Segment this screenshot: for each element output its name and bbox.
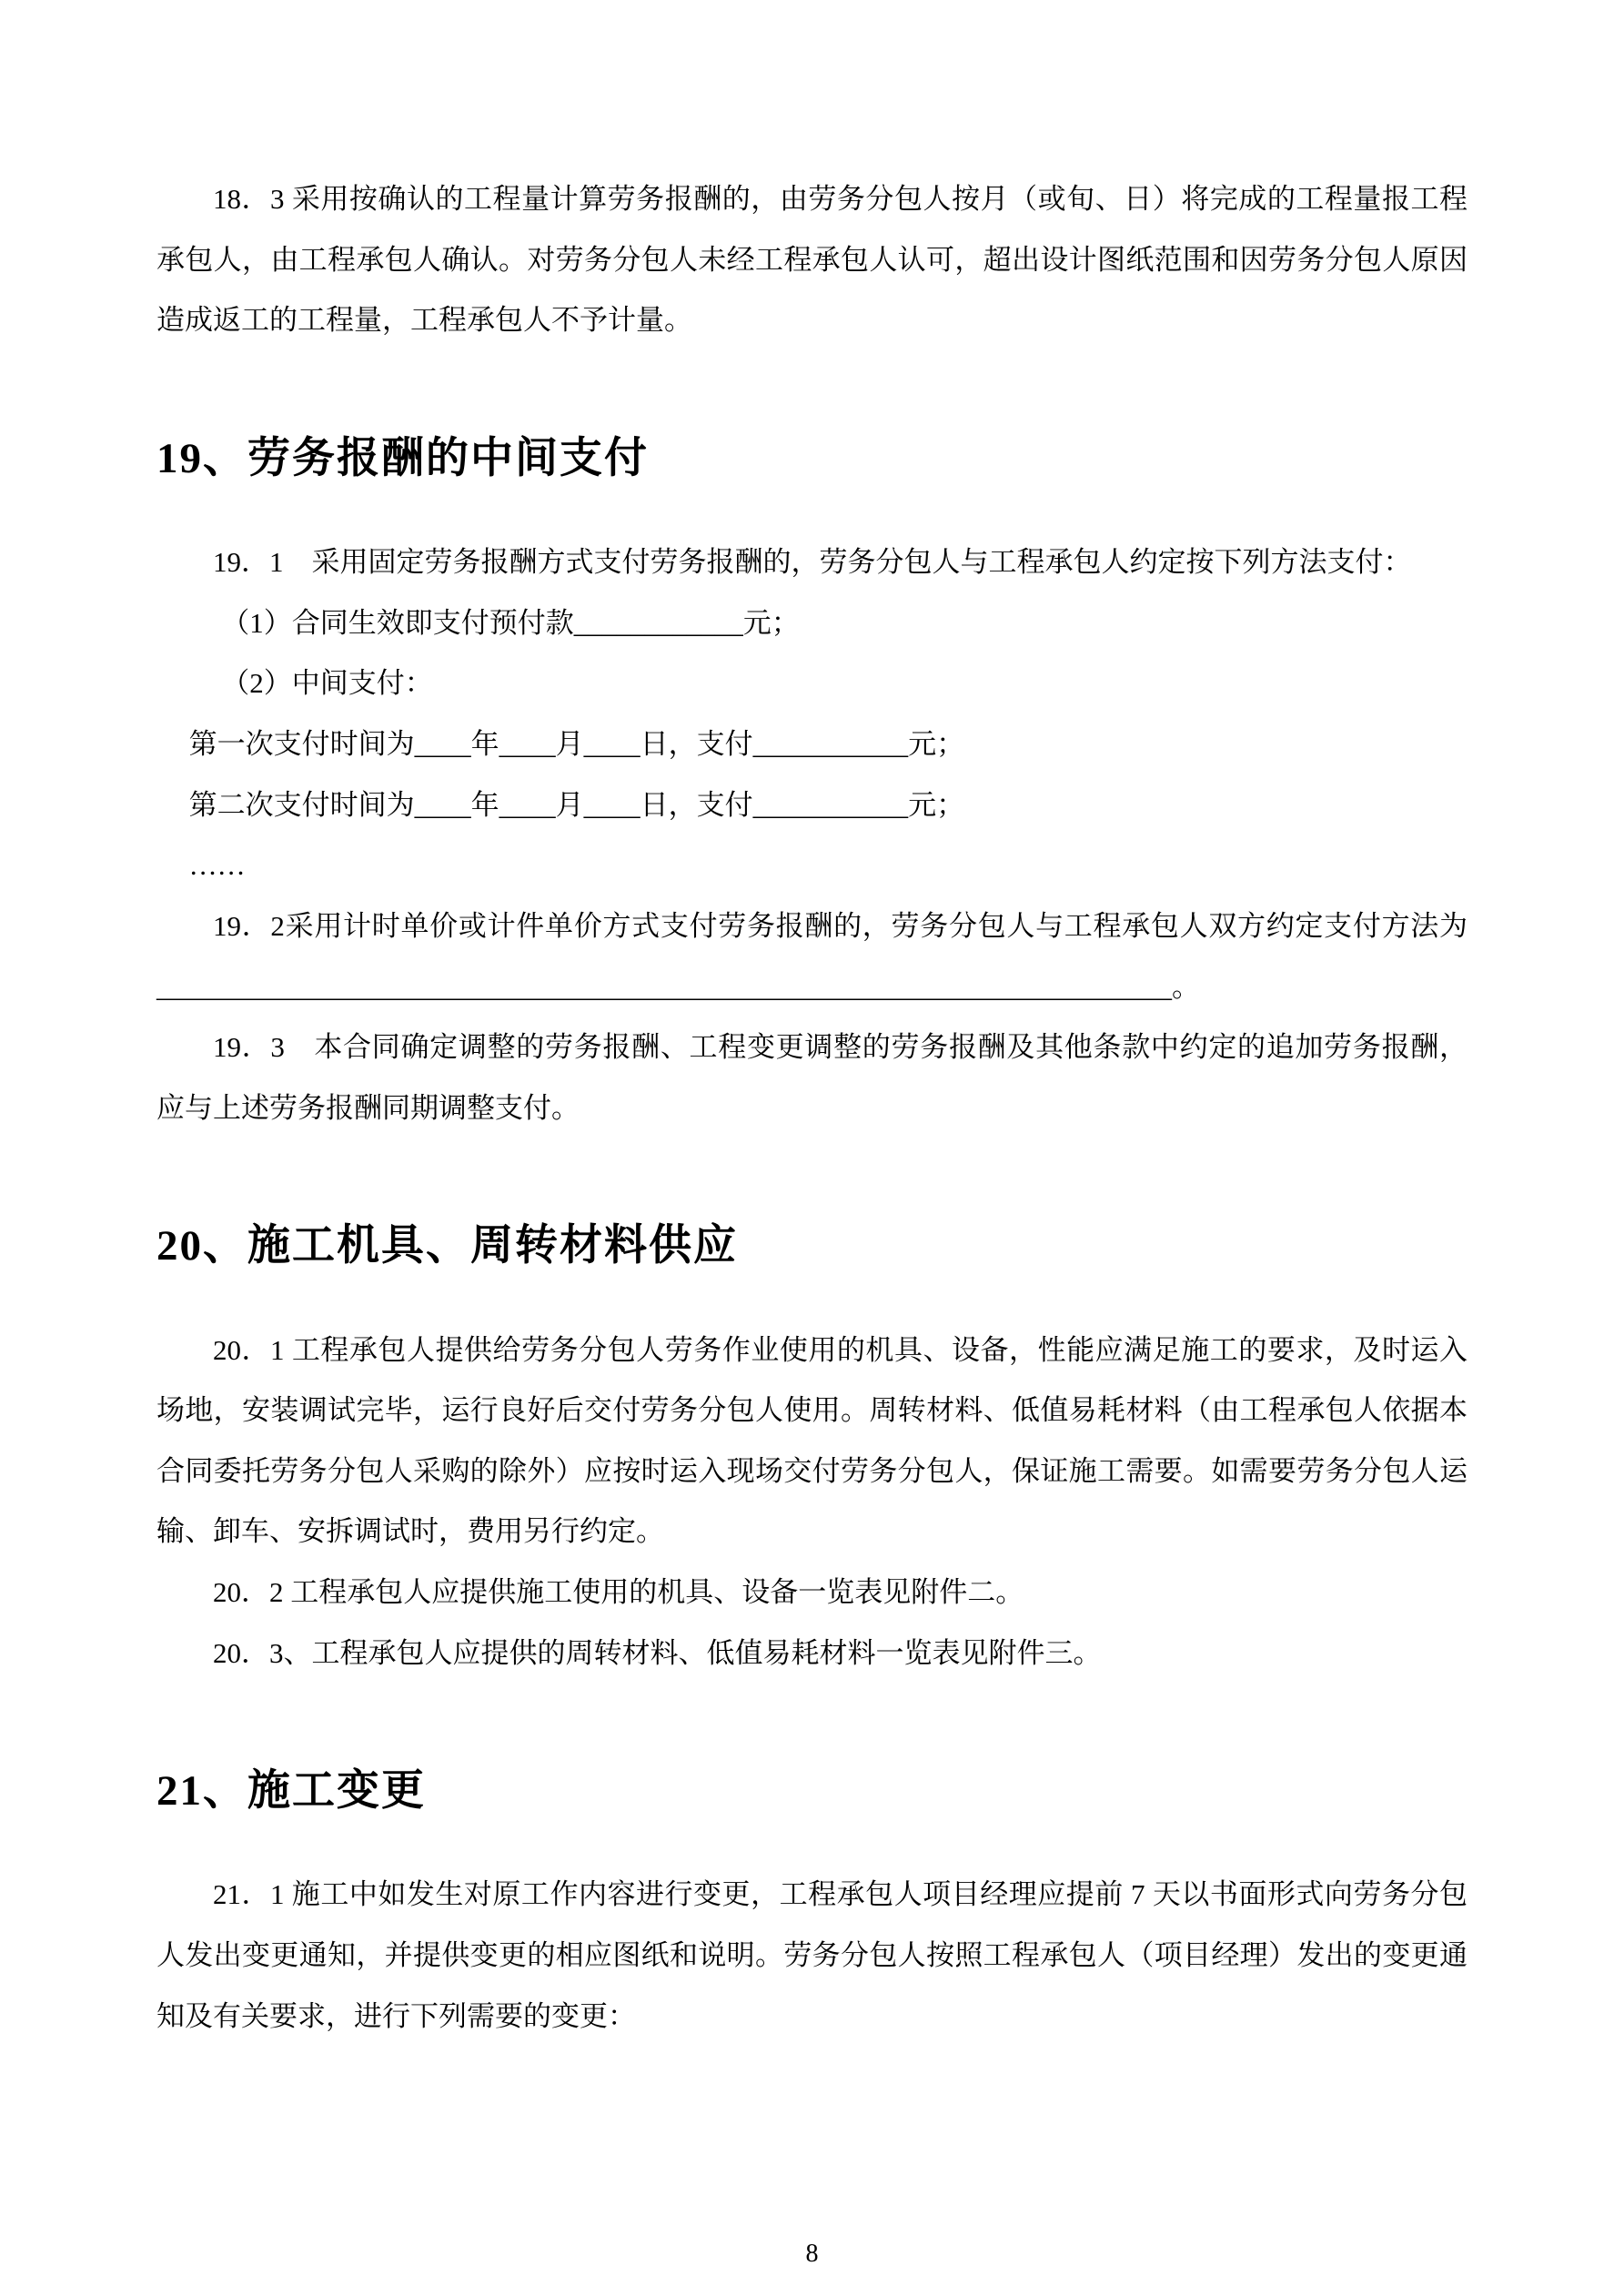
clause-19-2: 19．2采用计时单价或计件单价方式支付劳务报酬的，劳务分包人与工程承包人双方约定支付方法为________________________________________________________________________。 <box>156 909 1468 1003</box>
clause-19-1-item-2: （2）中间支付： <box>221 667 433 700</box>
heading-21: 21、施工变更 <box>156 1767 426 1816</box>
clause-20-3: 20．3、工程承包人应提供的周转材料、低值易耗材料一览表见附件三。 <box>213 1636 1102 1669</box>
ellipsis-line: …… <box>188 849 246 882</box>
clause-19-1: 19．1 采用固定劳务报酬方式支付劳务报酬的，劳务分包人与工程承包人约定按下列方法支付： <box>213 546 1412 579</box>
clause-18-3: 18．3 采用按确认的工程量计算劳务报酬的，由劳务分包人按月（或旬、日）将完成的工程量报工程承包人，由工程承包人确认。对劳务分包人未经工程承包人认可，超出设计图纸范围和因劳务分包人原因造成返工的工程量，工程承包人不予计量。 <box>156 183 1468 337</box>
clause-21-1: 21．1 施工中如发生对原工作内容进行变更，工程承包人项目经理应提前 7 天以书面形式向劳务分包人发出变更通知，并提供变更的相应图纸和说明。劳务分包人按照工程承包人（项目经理）发出的变更通知及有关要求，进行下列需要的变更： <box>156 1878 1468 2032</box>
heading-20: 20、施工机具、周转材料供应 <box>156 1222 738 1270</box>
clause-20-1: 20．1 工程承包人提供给劳务分包人劳务作业使用的机具、设备，性能应满足施工的要求，及时运入场地，安装调试完毕，运行良好后交付劳务分包人使用。周转材料、低值易耗材料（由工程承包人依据本合同委托劳务分包人采购的除外）应按时运入现场交付劳务分包人，保证施工需要。如需要劳务分包人运输、卸车、安拆调试时，费用另行约定。 <box>156 1333 1468 1548</box>
heading-19: 19、劳务报酬的中间支付 <box>156 434 649 482</box>
payment-line-first: 第一次支付时间为____年____月____日，支付___________元； <box>188 727 965 760</box>
page-number: 8 <box>805 2240 819 2268</box>
clause-19-1-item-1: （1）合同生效即支付预付款____________元； <box>221 606 800 639</box>
payment-line-second: 第二次支付时间为____年____月____日，支付___________元； <box>188 788 965 821</box>
clause-20-2: 20．2 工程承包人应提供施工使用的机具、设备一览表见附件二。 <box>213 1576 1024 1609</box>
clause-19-3: 19．3 本合同确定调整的劳务报酬、工程变更调整的劳务报酬及其他条款中约定的追加劳务报酬，应与上述劳务报酬同期调整支付。 <box>156 1031 1468 1124</box>
document-body <box>156 169 1468 2047</box>
